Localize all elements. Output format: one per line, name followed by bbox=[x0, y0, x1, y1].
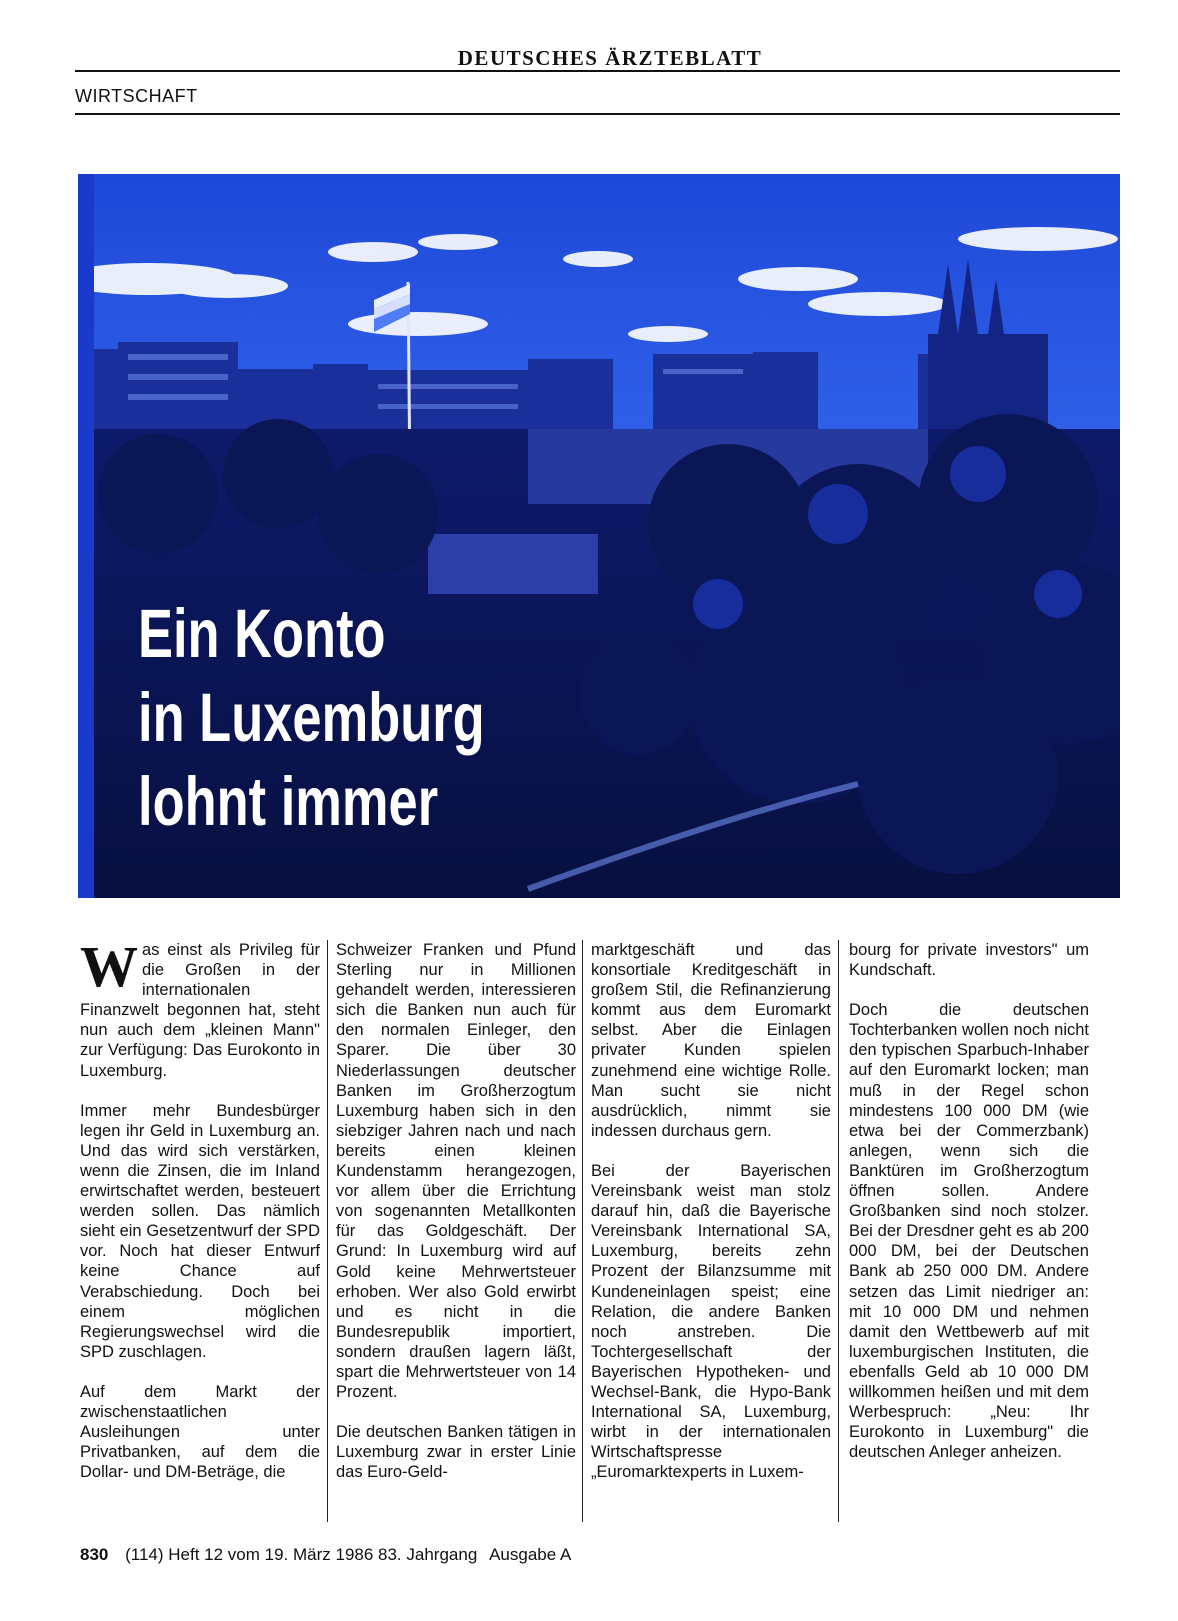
paragraph: marktgeschäft und das konsortiale Kreditgeschäft in großem Stil, die Refinanzierung kommt aus dem Euromarkt selbst. Aber die Einlagen privater Kunden spielen zunehmend eine wichtige Rolle. Man sucht sie nicht ausdrücklich, nimmt sie indessen durchaus gern. bbox=[591, 941, 831, 1140]
column-divider bbox=[582, 940, 583, 1522]
paragraph-text: as einst als Privileg für die Großen in der internationalen Finanzwelt begonnen hat, steht nun auch dem „kleinen Mann" zur Verfügung: Das Eurokonto in Luxemburg. bbox=[80, 941, 320, 1080]
paragraph: bourg for private investors" um Kundschaft. bbox=[849, 941, 1089, 980]
paragraph: Bei der Bayerischen Vereinsbank weist man stolz darauf hin, daß die Bayerische Vereinsbank International SA, Luxemburg, bereits zehn Prozent der Bilanzsumme mit Kundeneinlagen speist; eine Relation, die andere Banken noch anstreben. Die Tochtergesellschaft der Bayerischen Hypotheken- und Wechsel-Bank, die Hypo-Bank International SA, Luxemburg, wirbt in der internationalen Wirtschaftspresse „Euromarktexperts in Luxem- bbox=[591, 1161, 831, 1482]
paragraph: Immer mehr Bundesbürger legen ihr Geld in Luxemburg an. Und das wird sich verstärken, wenn die Zinsen, die im Inland erwirtschaftet werden, besteuert werden sollen. Das nämlich sieht ein Gesetzentwurf der SPD vor. Noch hat dieser Entwurf keine Chance auf Verabschiedung. Doch bei einem möglichen Regierungswechsel wird die SPD zuschlagen. bbox=[80, 1101, 320, 1361]
masthead-rule bbox=[75, 70, 1120, 72]
column-divider bbox=[327, 940, 328, 1522]
article-headline bbox=[138, 592, 485, 844]
drop-cap: W bbox=[80, 934, 138, 999]
section-rule bbox=[75, 113, 1120, 115]
masthead: DEUTSCHES ÄRZTEBLATT bbox=[457, 46, 763, 70]
paragraph bbox=[80, 934, 320, 1081]
paragraph: Auf dem Markt der zwischenstaatlichen Ausleihungen unter Privatbanken, auf dem die Dollar- und DM-Beträge, die bbox=[80, 1382, 320, 1482]
article-column-3 bbox=[591, 940, 831, 1502]
headline-line-1: Ein Konto bbox=[138, 595, 386, 672]
article-column-2 bbox=[336, 940, 576, 1502]
article-column-1 bbox=[80, 934, 320, 1502]
article-column-4 bbox=[849, 940, 1089, 1482]
page-number: 830 bbox=[80, 1545, 109, 1564]
headline-line-2: in Luxemburg bbox=[138, 679, 485, 756]
headline-line-3: lohnt immer bbox=[138, 763, 439, 840]
paragraph: Die deutschen Banken tätigen in Luxemburg zwar in erster Linie das Euro-Geld- bbox=[336, 1423, 576, 1482]
issue-reference: (114) Heft 12 vom 19. März 1986 83. Jahrgang bbox=[125, 1545, 478, 1564]
section-label: WIRTSCHAFT bbox=[75, 86, 198, 106]
page-footer bbox=[80, 1545, 579, 1565]
column-divider bbox=[838, 940, 839, 1522]
paragraph: Doch die deutschen Tochterbanken wollen noch nicht den typischen Sparbuch-Inhaber auf den Euromarkt locken; man muß in der Regel schon mindestens 100 000 DM (wie etwa bei der Commerzbank) anlegen, wenn sich die Banktüren im Großherzogtum öffnen sollen. Andere Großbanken sind noch stolzer. Bei der Dresdner geht es ab 200 000 DM, bei der Deutschen Bank ab 250 000 DM. Andere setzen das Limit niedriger an: mit 10 000 DM und nehmen damit den Wettbewerb auf mit luxemburgischen Instituten, die ebenfalls Geld ab 10 000 DM willkommen heißen und mit dem Werbespruch: „Neu: Ihr Eurokonto in Luxemburg" die deutschen Anleger anheizen. bbox=[849, 1001, 1089, 1462]
edition-label: Ausgabe A bbox=[489, 1545, 572, 1564]
paragraph: Schweizer Franken und Pfund Sterling nur in Millionen gehandelt werden, interessieren sich die Banken nun auch für den normalen Einleger, den Sparer. Die über 30 Niederlassungen deutscher Banken im Großherzogtum Luxemburg haben sich in den siebziger Jahren nach und nach bereits einen kleinen Kundenstamm herangezogen, vor allem über die Errichtung von sogenannten Metallkonten für das Goldgeschäft. Der Grund: In Luxemburg wird auf Gold keine Mehrwertsteuer erhoben. Wer also Gold erwirbt und es nicht in die Bundesrepublik importiert, sondern draußen lagern läßt, spart die Mehrwertsteuer von 14 Prozent. bbox=[336, 941, 576, 1402]
